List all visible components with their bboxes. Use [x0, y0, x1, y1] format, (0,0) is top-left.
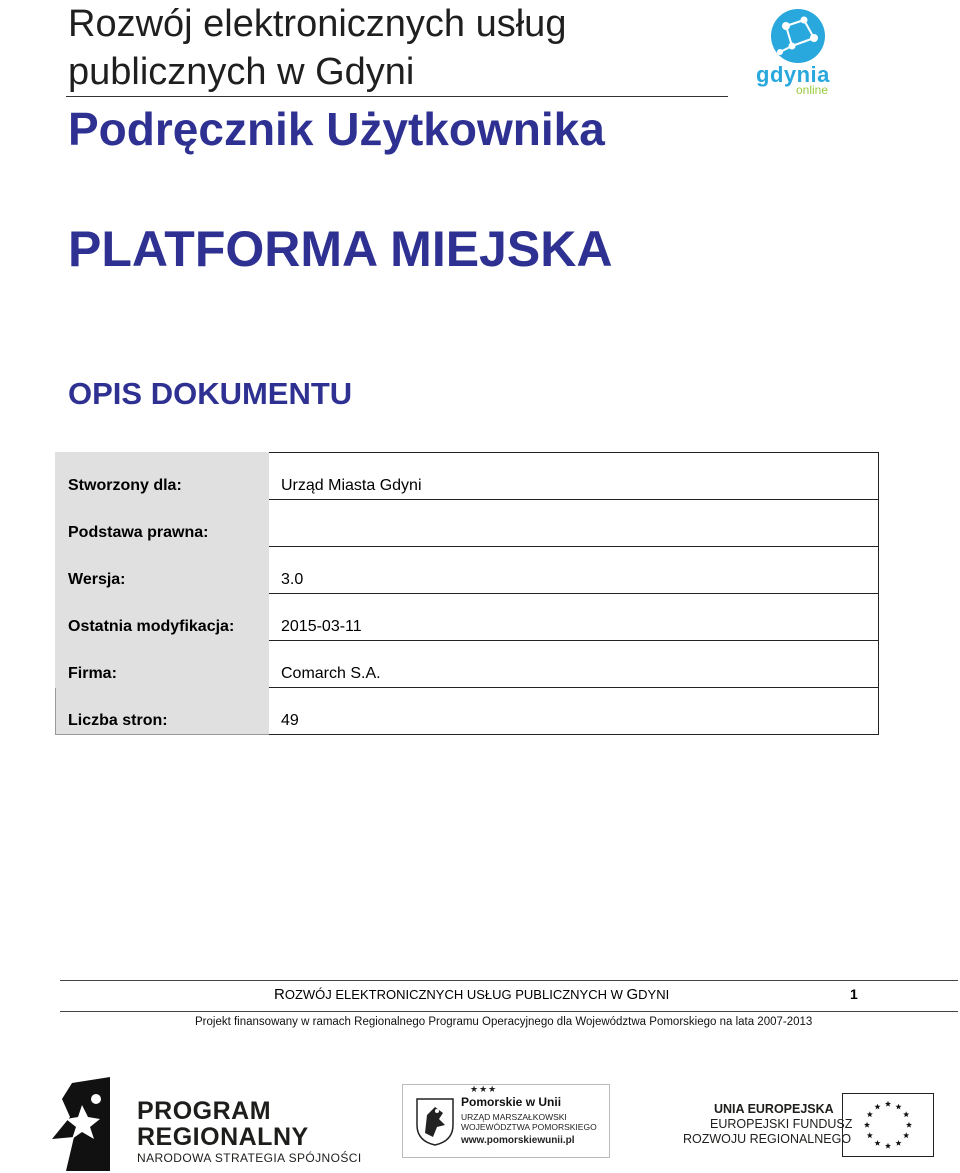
row-value [269, 500, 879, 547]
row-label: Stworzony dla: [56, 453, 269, 500]
eu-star-icon [867, 1111, 873, 1117]
table-row [56, 688, 879, 735]
row-value: 3.0 [269, 547, 879, 594]
footer-divider-top [60, 980, 958, 981]
table-row [56, 547, 879, 594]
row-value: 2015-03-11 [269, 594, 879, 641]
title-divider [66, 96, 728, 97]
eu-star-icon [885, 1143, 891, 1149]
running-title-part: OZWÓJ ELEKTRONICZNYCH USŁUG PUBLICZNYCH W [284, 987, 627, 1002]
pomorskie-url: www.pomorskiewunii.pl [461, 1135, 575, 1146]
row-label: Liczba stron: [56, 688, 269, 735]
program-regionalny-line1: PROGRAM [137, 1097, 272, 1125]
eu-star-icon [874, 1140, 880, 1146]
row-label: Wersja: [56, 547, 269, 594]
project-funding-note: Projekt finansowany w ramach Regionalnego Programu Operacyjnego dla Województwa Pomorskiego na lata 2007-2013 [195, 1016, 813, 1028]
row-label: Podstawa prawna: [56, 500, 269, 547]
row-value: Comarch S.A. [269, 641, 879, 688]
eu-star-icon [885, 1101, 891, 1107]
eu-flag-icon [842, 1093, 934, 1157]
eu-star-icon [895, 1140, 901, 1146]
logo-wordmark: gdynia [756, 62, 830, 87]
pomorskie-stars-icon: ★★★ [470, 1084, 498, 1094]
row-label: Ostatnia modyfikacja: [56, 594, 269, 641]
eu-star-icon [895, 1104, 901, 1110]
eu-line1: UNIA EUROPEJSKA [714, 1102, 834, 1116]
eu-line3: ROZWOJU REGIONALNEGO [683, 1132, 852, 1146]
pomorskie-line2: WOJEWÓDZTWA POMORSKIEGO [461, 1122, 597, 1132]
pomorskie-title: Pomorskie w Unii [461, 1095, 562, 1109]
eu-star-icon [867, 1132, 873, 1138]
running-title-initial: G [626, 986, 639, 1003]
logo-subword: online [796, 83, 829, 97]
row-label: Firma: [56, 641, 269, 688]
table-row [56, 453, 879, 500]
document-title: Rozwój elektronicznych usług publicznych w Gdyni [68, 3, 567, 93]
running-title-initial: R [274, 986, 285, 1003]
document-subtitle: Podręcznik Użytkownika [68, 103, 605, 155]
program-regionalny-line2: REGIONALNY [137, 1123, 309, 1151]
eu-star-icon [874, 1104, 880, 1110]
running-title [274, 986, 669, 1003]
page-number: 1 [850, 986, 858, 1002]
pomorskie-line1: URZĄD MARSZAŁKOWSKI [461, 1112, 567, 1122]
footer-divider-bottom [60, 1011, 958, 1012]
section-title: OPIS DOKUMENTU [68, 376, 353, 411]
griffin-crest-icon [413, 1095, 457, 1147]
running-title-part: DYNI [638, 987, 670, 1002]
eu-star-icon [906, 1122, 912, 1128]
table-row [56, 594, 879, 641]
row-value: Urząd Miasta Gdyni [269, 453, 879, 500]
row-value: 49 [269, 688, 879, 735]
eu-line2: EUROPEJSKI FUNDUSZ [710, 1117, 853, 1131]
table-row [56, 641, 879, 688]
platform-title: PLATFORMA MIEJSKA [68, 221, 613, 277]
program-regionalny-emblem [52, 1077, 114, 1171]
eu-star-icon [864, 1122, 870, 1128]
document-info-table [55, 452, 879, 735]
table-row [56, 500, 879, 547]
program-regionalny-line3: NARODOWA STRATEGIA SPÓJNOŚCI [137, 1151, 362, 1165]
eu-star-icon [903, 1132, 909, 1138]
eu-star-icon [903, 1111, 909, 1117]
